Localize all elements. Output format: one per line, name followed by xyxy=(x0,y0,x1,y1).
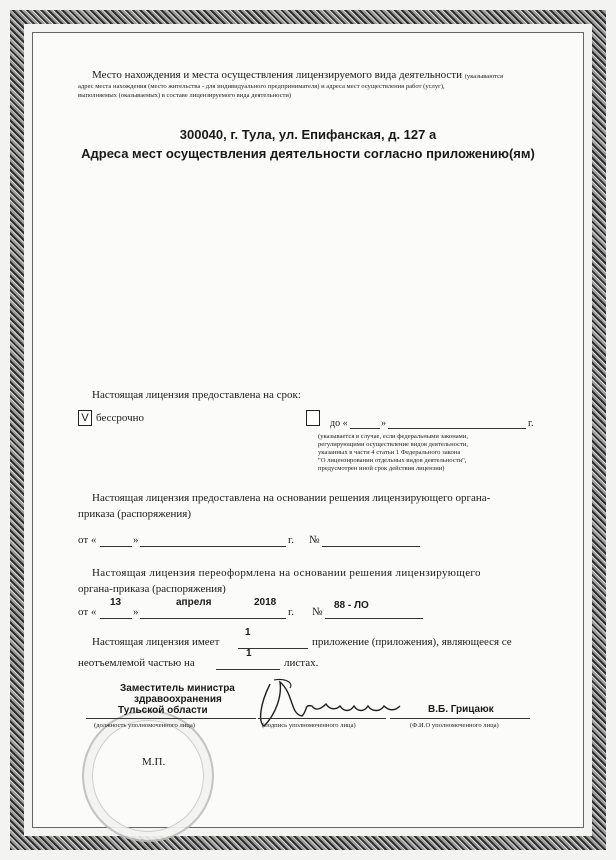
stamp-label: М.П. xyxy=(142,756,166,768)
basis-day-line xyxy=(100,546,132,547)
until-suffix: г. xyxy=(528,418,534,429)
reissue-day-line xyxy=(100,618,132,619)
address-line-2: Адреса мест осуществления деятельности согласно приложению(ям) xyxy=(81,146,535,161)
address-line-1: 300040, г. Тула, ул. Епифанская, д. 127 а xyxy=(179,127,437,142)
caption-name: (Ф.И.О уполномоченного лица) xyxy=(410,722,499,729)
reissue-number: 88 - ЛО xyxy=(334,600,369,611)
reissue-year: 2018 xyxy=(254,597,277,608)
term-note-2: регулирующими осуществление видов деятельности, xyxy=(318,441,469,448)
term-note-5: предусмотрен иной срок действия лицензии) xyxy=(318,465,445,472)
basis-number-prefix: № xyxy=(309,534,320,546)
basis-number-line xyxy=(322,546,420,547)
header-note-line-2: адрес места нахождения (место жительства - для индивидуального предпринимателя) и адреса мест осуществления работ (услуг), xyxy=(78,83,445,90)
reissue-date-line xyxy=(140,618,286,619)
until-prefix: до « xyxy=(330,418,348,429)
reissue-number-prefix: № xyxy=(312,606,323,618)
term-note-3: указанных в части 4 статьи 1 Федерального закона xyxy=(318,449,461,456)
basis-from-mid: » xyxy=(133,534,139,546)
appendix-line-2-suffix: листах. xyxy=(284,657,319,669)
signature-line xyxy=(258,718,386,719)
header-title-main: Место нахождения и места осуществления лицензируемого вида деятельности xyxy=(92,69,462,81)
basis-line-2: приказа (распоряжения) xyxy=(78,508,192,520)
header-title-note: (указываются xyxy=(464,73,503,80)
reissue-from-prefix: от « xyxy=(78,606,97,618)
appendix-line-1-suffix: приложение (приложения), являющееся се xyxy=(312,636,512,648)
reissue-from-mid: » xyxy=(133,606,139,618)
appendix-count: 1 xyxy=(245,627,251,638)
caption-signature: (подпись уполномоченного лица) xyxy=(262,722,356,729)
term-note-4: "О лицензировании отдельных видов деятельности", xyxy=(318,457,467,464)
signer-position-2: здравоохранения xyxy=(134,694,222,705)
signer-position-3: Тульской области xyxy=(118,705,208,716)
until-checkbox[interactable] xyxy=(306,410,320,426)
until-mid: » xyxy=(381,418,386,429)
signer-name: В.Б. Грицаюк xyxy=(428,704,494,715)
caption-position: (должность уполномоченного лица) xyxy=(94,722,195,729)
appendix-line-1-prefix: Настоящая лицензия имеет xyxy=(92,636,220,648)
basis-year-suffix: г. xyxy=(288,534,295,546)
reissue-month: апреля xyxy=(176,597,212,608)
name-signature-line xyxy=(390,718,530,719)
until-month-line xyxy=(388,428,526,429)
appendix-line-2-prefix: неотъемлемой частью на xyxy=(78,657,195,669)
reissue-line-1 xyxy=(92,567,481,579)
basis-line-1: Настоящая лицензия предоставлена на основании решения лицензирующего органа- xyxy=(92,492,491,504)
indefinite-checkbox[interactable]: V xyxy=(78,410,92,426)
sheets-count: 1 xyxy=(246,648,252,659)
signer-position-1: Заместитель министра xyxy=(120,683,235,694)
reissue-line-1-text: Настоящая лицензия переоформлена на основании решения лицензирующего xyxy=(92,567,481,579)
position-signature-line xyxy=(86,718,256,719)
reissue-line-2: органа-приказа (распоряжения) xyxy=(78,583,226,595)
reissue-day: 13 xyxy=(110,597,122,608)
sheets-count-line xyxy=(216,669,280,670)
reissue-number-line xyxy=(325,618,423,619)
term-intro: Настоящая лицензия предоставлена на срок: xyxy=(92,389,301,401)
reissue-year-suffix: г. xyxy=(288,606,295,618)
basis-from-prefix: от « xyxy=(78,534,97,546)
until-day-line xyxy=(350,428,380,429)
indefinite-label: бессрочно xyxy=(96,412,145,424)
term-note-1: (указывается в случае, если федеральными законами, xyxy=(318,433,469,440)
header-note-line-3: выполняемых (оказываемых) в составе лицензируемого вида деятельности) xyxy=(78,92,292,99)
basis-date-line xyxy=(140,546,286,547)
header-title xyxy=(92,69,503,81)
